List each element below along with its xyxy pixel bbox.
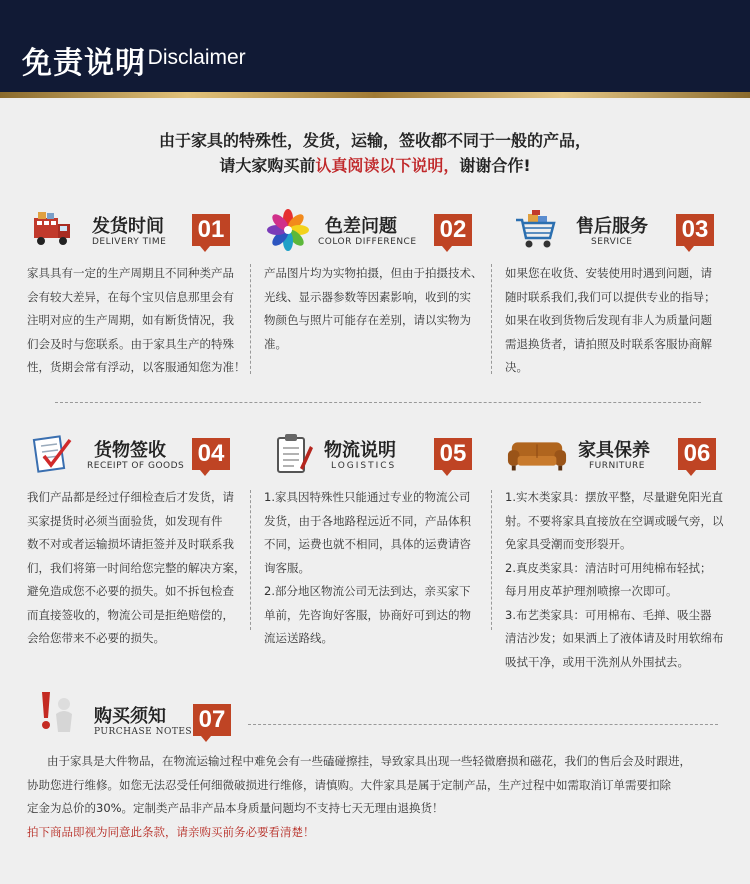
section-body-delivery <box>27 262 249 380</box>
body-line: 光线、显示器参数等因素影响，收到的实 <box>264 289 471 304</box>
section-number: 05 <box>434 438 472 470</box>
body-line: 而直接签收的，物流公司是拒绝赔偿的， <box>27 607 234 622</box>
body-line: 吸拭干净，或用干洗剂从外围拭去。 <box>505 654 689 669</box>
section-title: 购买须知 <box>94 706 166 727</box>
purchase-divider <box>248 724 718 725</box>
section-number: 02 <box>434 214 472 246</box>
column-divider <box>491 490 492 630</box>
body-line: 家具具有一定的生产周期且不同种类产品 <box>27 266 234 280</box>
intro-line2-red: 认真阅读以下说明， <box>315 156 460 175</box>
gold-divider <box>0 92 750 98</box>
body-line: 们会及时与您联系。由于家具生产的特殊 <box>27 336 234 351</box>
section-title: 色差问题 <box>325 216 397 237</box>
section-service <box>514 208 719 258</box>
body-line: 1.家具因特殊性只能通过专业的物流公司 <box>264 490 471 504</box>
section-purchase-notes <box>36 690 236 740</box>
section-number: 06 <box>678 438 716 470</box>
body-line: 询客服。 <box>264 560 310 575</box>
body-line: 们，我们将第一时间给您完整的解决方案， <box>27 560 246 575</box>
body-line: 流运送路线。 <box>264 631 333 645</box>
body-line: 随时联系我们,我们可以提供专业的指导； <box>505 289 716 304</box>
delivery-truck-icon <box>30 208 74 252</box>
section-number: 07 <box>193 704 231 736</box>
intro-line2-a: 请大家购买前 <box>219 156 316 175</box>
clipboard-icon <box>270 432 314 476</box>
body-line: 发货，由于各地路程远近不同，产品体积 <box>264 513 471 528</box>
body-line: 决。 <box>505 360 528 374</box>
body-line: 不同，运费也就不相同，具体的运费请咨 <box>264 537 471 551</box>
notes-warning: 拍下商品即视为同意此条款，请亲购买前务必要看清楚！ <box>27 824 315 839</box>
section-subtitle: FURNITURE <box>589 461 645 471</box>
section-logistics <box>270 432 476 482</box>
section-title: 发货时间 <box>92 216 164 237</box>
body-line: 注明对应的生产周期，如有断货情况，我 <box>27 313 234 327</box>
section-number: 03 <box>676 214 714 246</box>
body-line: 产品图片均为实物拍摄，但由于拍摄技术、 <box>264 266 483 280</box>
section-subtitle: SERVICE <box>591 237 633 247</box>
section-title: 售后服务 <box>576 216 648 237</box>
section-number: 01 <box>192 214 230 246</box>
section-number: 04 <box>192 438 230 470</box>
column-divider <box>250 264 251 374</box>
section-body-furniture <box>505 486 731 674</box>
intro-line-1: 由于家具的特殊性，发货，运输，签收都不同于一般的产品， <box>158 131 591 150</box>
body-line: 我们产品都是经过仔细检查后才发货，请 <box>27 490 234 504</box>
checklist-icon <box>30 432 74 476</box>
body-line: 会给您带来不必要的损失。 <box>27 631 165 645</box>
body-line: 需退换货者，请拍照及时联系客服协商解 <box>505 336 712 351</box>
header-banner <box>0 0 750 92</box>
purchase-notes-body <box>27 750 727 844</box>
section-subtitle: RECEIPT OF GOODS <box>87 461 185 471</box>
intro-text <box>0 128 750 178</box>
section-body-logistics <box>264 486 486 651</box>
section-receipt <box>30 432 235 482</box>
section-title: 货物签收 <box>94 440 166 461</box>
body-line: 如果您在收货、安装使用时遇到问题，请 <box>505 266 712 280</box>
body-line: 免家具受潮而变形裂开。 <box>505 537 632 551</box>
body-line: 1.实木类家具：摆放平整，尽量避免阳光直 <box>505 490 723 504</box>
column-divider <box>491 264 492 374</box>
section-subtitle: COLOR DIFFERENCE <box>318 237 417 247</box>
body-line: 数不对或者运输损坏请拒签并及时联系我 <box>27 537 234 551</box>
body-line: 清洁沙发；如果洒上了液体请及时用软绵布 <box>505 631 724 645</box>
section-title: 物流说明 <box>324 440 396 461</box>
body-line: 单前，先咨询好客服，协商好可到达的物 <box>264 607 471 622</box>
body-line: 2.部分地区物流公司无法到达，亲买家下 <box>264 584 471 598</box>
section-body-receipt <box>27 486 249 651</box>
section-body-color <box>264 262 486 356</box>
exclamation-icon <box>36 690 80 734</box>
section-subtitle: DELIVERY TIME <box>92 237 167 247</box>
column-divider <box>250 490 251 630</box>
section-title: 家具保养 <box>578 440 650 461</box>
section-subtitle: PURCHASE NOTES <box>94 727 193 737</box>
body-line: 买家提货时必须当面验货，如发现有件 <box>27 513 223 528</box>
intro-line2-b: 谢谢合作! <box>459 156 531 175</box>
color-wheel-icon <box>266 208 310 252</box>
body-line: 会有较大差异，在每个宝贝信息那里会有 <box>27 289 234 304</box>
body-line: 每月用皮革护理剂喷擦一次即可。 <box>505 584 678 598</box>
notes-line: 协助您进行维修。如您无法忍受任何细微破损进行维修，请慎购。大件家具是属于定制产品，生产过程中如需取消订单需要扣除 <box>27 777 671 792</box>
shopping-cart-icon <box>514 208 558 252</box>
body-line: 如果在收到货物后发现有非人为质量问题 <box>505 313 712 327</box>
section-furniture <box>506 432 720 482</box>
intro-line-2 <box>0 153 750 178</box>
notes-line: 定金为总价的30%。定制类产品非产品本身质量问题均不支持七天无理由退换货！ <box>27 801 444 815</box>
header-title-en: / Disclaimer <box>136 46 246 69</box>
body-line: 2.真皮类家具：清洁时可用纯棉布轻拭； <box>505 560 712 575</box>
section-body-service <box>505 262 727 380</box>
body-line: 性，货期会常有浮动，以客服通知您为准！ <box>27 360 246 374</box>
section-delivery-time <box>30 208 235 258</box>
body-line: 准。 <box>264 336 287 351</box>
header-title-cn: 免责说明 <box>22 46 146 81</box>
body-line: 3.布艺类家具：可用棉布、毛掸、吸尘器 <box>505 607 712 622</box>
body-line: 射。不要将家具直接放在空调或暖气旁，以 <box>505 513 724 528</box>
body-line: 物颜色与照片可能存在差别，请以实物为 <box>264 313 471 327</box>
sofa-icon <box>506 432 568 476</box>
body-line: 避免造成您不必要的损失。如不拆包检查 <box>27 584 234 598</box>
section-subtitle: LOGISTICS <box>331 461 397 471</box>
notes-line: 由于家具是大件物品，在物流运输过程中难免会有一些磕碰擦挂，导致家具出现一些轻微磨损和磁花，我们的售后会及时跟进， <box>47 754 691 768</box>
row-divider <box>55 402 701 403</box>
section-color-difference <box>266 208 476 258</box>
